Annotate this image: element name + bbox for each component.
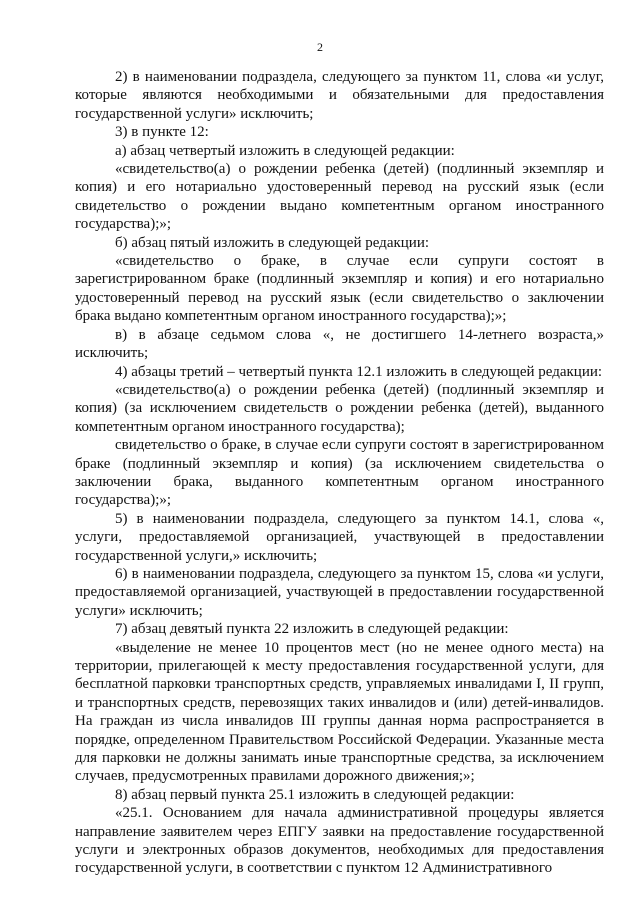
paragraph: 2) в наименовании подраздела, следующего за пунктом 11, слова «и услуг, которые являются необходимыми и обязательными для предоставления государственной услуги» исключить; (75, 69, 604, 122)
paragraph: 8) абзац первый пункта 25.1 изложить в следующей редакции: (115, 786, 515, 803)
paragraph: 5) в наименовании подраздела, следующего за пунктом 14.1, слова «, услуги, предоставляемой организацией, участвующей в предоставлении государственной услуги,» исключить; (75, 510, 604, 564)
paragraph: свидетельство о браке, в случае если супруги состоят в зарегистрированном браке (подлинный экземпляр и копия) (за исключением свидетельства о заключении брака, выданного компетентным органом иностранного государства);»; (75, 437, 604, 509)
document-body (75, 68, 604, 878)
paragraph: «свидетельство о браке, в случае если супруги состоят в зарегистрированном браке (подлинный экземпляр и копия) и его нотариально удостоверенный перевод на русский язык (если свидетельство о заключении брака выдано компетентным органом иностранного государства);»; (75, 253, 604, 325)
paragraph: «25.1. Основанием для начала административной процедуры является направление заявителем через ЕПГУ заявки на предоставление государственной услуги и электронных образов документов, необходимых для предоставления государственной услуги, в соответствии с пунктом 12 Административного (75, 805, 604, 877)
paragraph: 3) в пункте 12: (115, 124, 209, 141)
paragraph: «свидетельство(а) о рождении ребенка (детей) (подлинный экземпляр и копия) и его нотариально удостоверенный перевод на русский язык (если свидетельство о рождении выдано компетентным органом иностранного государства);»; (75, 161, 604, 233)
paragraph: 6) в наименовании подраздела, следующего за пунктом 15, слова «и услуги, предоставляемой организацией, участвующей в предоставлении государственной услуги» исключить; (75, 565, 604, 619)
paragraph: б) абзац пятый изложить в следующей редакции: (115, 234, 430, 251)
paragraph: «свидетельство(а) о рождении ребенка (детей) (подлинный экземпляр и копия) (за исключением свидетельств о рождении ребенка (детей), выданного компетентным органом иностранного государства); (75, 381, 604, 435)
paragraph: «выделение не менее 10 процентов мест (но не менее одного места) на территории, прилегающей к месту предоставления государственной услуги, для бесплатной парковки транспортных средств, управляемых инвалидами I, II групп, и транспортных средств, перевозящих таких инвалидов и (или) детей-инвалидов. На граждан из числа инвалидов III группы данная норма распространяется в порядке, определенном Правительством Российской Федерации. Указанные места для парковки не должны занимать иные транспортные средства, за исключением случаев, предусмотренных правилами дорожного движения;»; (75, 639, 604, 785)
paragraph: в) в абзаце седьмом слова «, не достигшего 14-летнего возраста,» исключить; (75, 326, 604, 362)
paragraph: 7) абзац девятый пункта 22 изложить в следующей редакции: (115, 621, 509, 638)
paragraph: 4) абзацы третий – четвертый пункта 12.1 изложить в следующей редакции: (115, 363, 603, 380)
page-number: 2 (317, 40, 323, 54)
paragraph: а) абзац четвертый изложить в следующей редакции: (115, 142, 455, 159)
